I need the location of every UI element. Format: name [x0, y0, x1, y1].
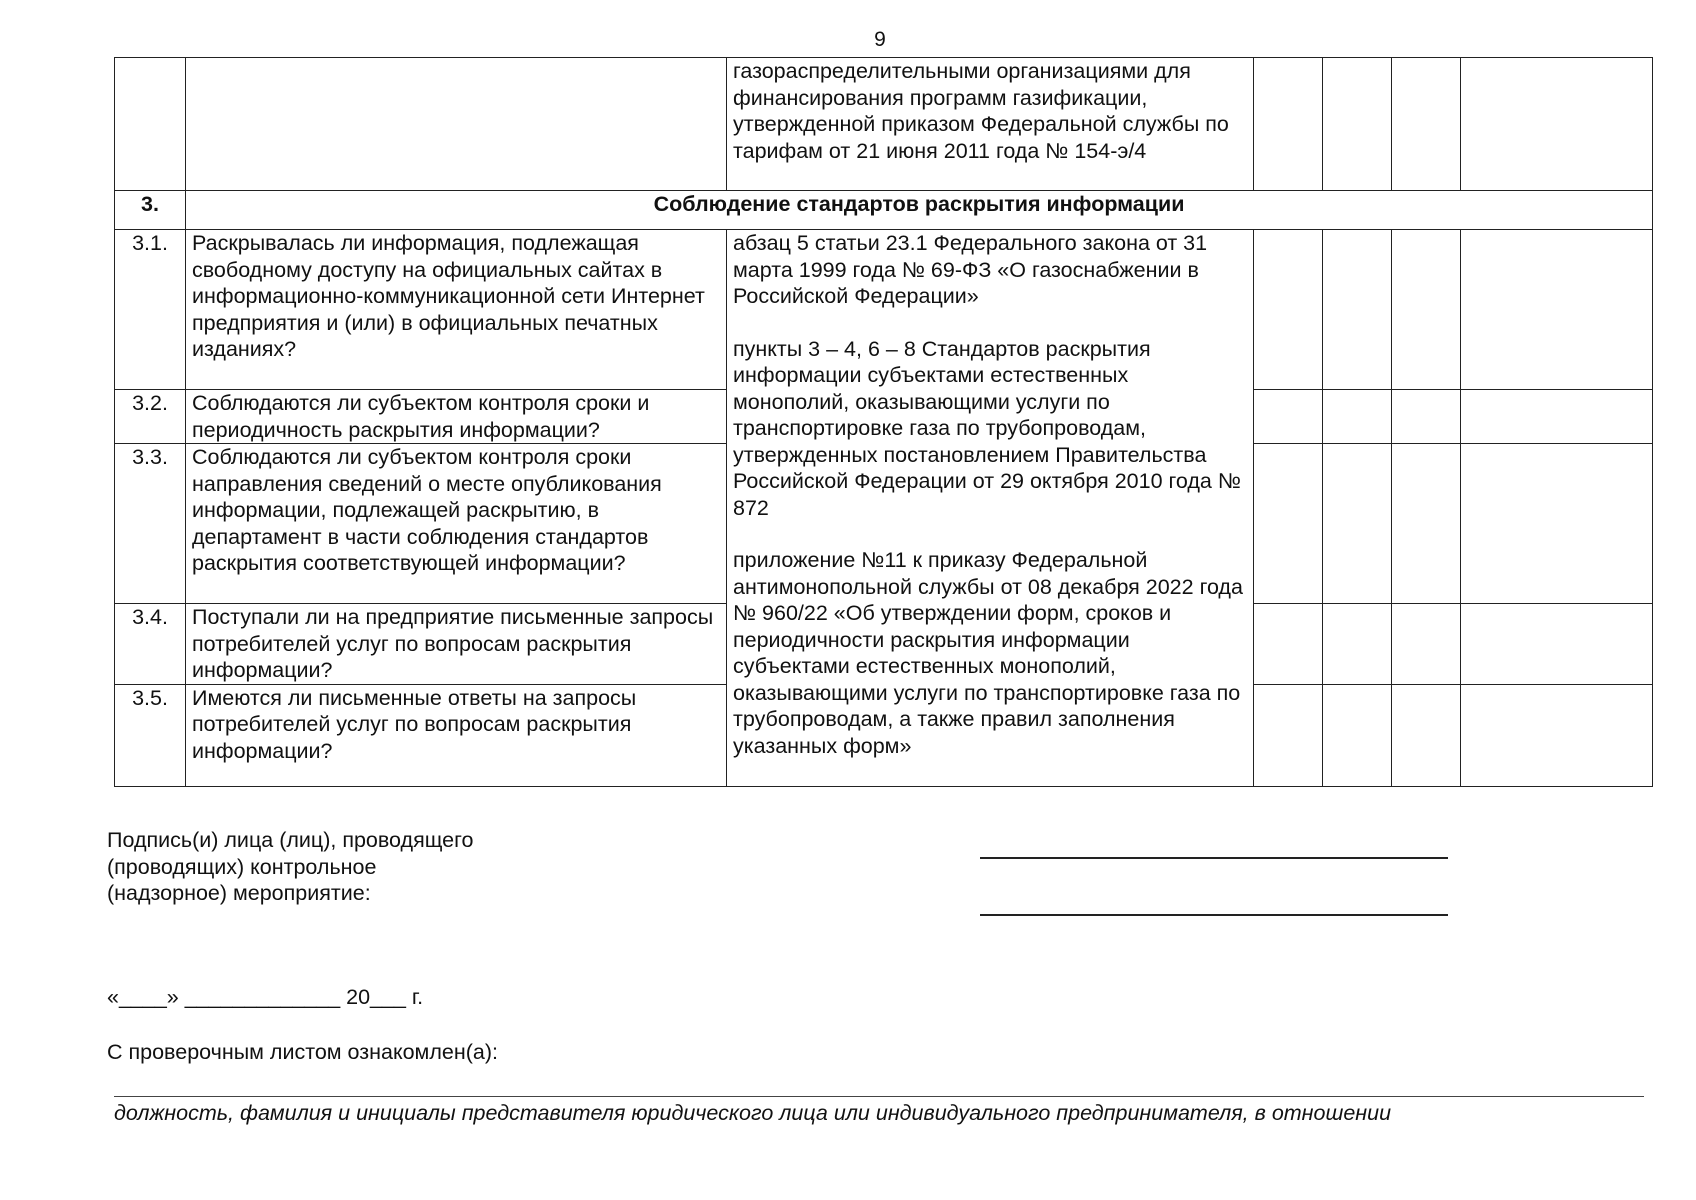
- legal-basis-paragraph: пункты 3 – 4, 6 – 8 Стандартов раскрытия информации субъектами естественных монополий, оказывающими услуги по транспортировке газа по трубопроводам, утвержденных постановлением Правительства Российской Федерации от 29 октября 2010 года № 872: [733, 336, 1241, 520]
- cell-note[interactable]: [1461, 684, 1653, 786]
- signature-line[interactable]: [980, 914, 1448, 916]
- item-question: Поступали ли на предприятие письменные запросы потребителей услуг по вопросам раскрытия информации?: [186, 604, 727, 685]
- table-row-section: [115, 191, 1653, 230]
- cell-answer-yes[interactable]: [1254, 444, 1323, 604]
- cell-answer-yes[interactable]: [1254, 230, 1323, 390]
- cell-answer-yes[interactable]: [1254, 684, 1323, 786]
- cell-note[interactable]: [1461, 58, 1653, 191]
- acquaintance-line[interactable]: [114, 1096, 1644, 1097]
- legal-basis-merged-cell: [727, 230, 1254, 787]
- cell-number: [115, 58, 186, 191]
- cell-note[interactable]: [1461, 444, 1653, 604]
- cell-answer-yes[interactable]: [1254, 390, 1323, 444]
- cell-answer-na[interactable]: [1392, 58, 1461, 191]
- cell-answer-yes[interactable]: [1254, 58, 1323, 191]
- acquaintance-caption: должность, фамилия и инициалы представителя юридического лица или индивидуального предпринимателя, в отношении: [114, 1101, 1392, 1125]
- item-number: 3.4.: [115, 604, 186, 685]
- signature-line[interactable]: [980, 857, 1448, 859]
- cell-answer-no[interactable]: [1323, 230, 1392, 390]
- item-number: 3.5.: [115, 684, 186, 786]
- cell-note[interactable]: [1461, 604, 1653, 685]
- acquaintance-label: С проверочным листом ознакомлен(а):: [107, 1040, 498, 1064]
- date-line: «____» _____________ 20___ г.: [107, 985, 424, 1009]
- item-question: Соблюдаются ли субъектом контроля сроки и периодичность раскрытия информации?: [186, 390, 727, 444]
- signature-label: Подпись(и) лица (лиц), проводящего (проводящих) контрольное (надзорное) мероприятие:: [107, 828, 474, 905]
- cell-answer-na[interactable]: [1392, 684, 1461, 786]
- cell-answer-no[interactable]: [1323, 58, 1392, 191]
- cell-answer-na[interactable]: [1392, 390, 1461, 444]
- legal-basis-paragraph: приложение №11 к приказу Федеральной антимонопольной службы от 08 декабря 2022 года № 960/22 «Об утверждении форм, сроков и периодичности раскрытия информации субъектами естественных монополий, оказывающими услуги по транспортировке газа по трубопроводам, а также правил заполнения указанных форм»: [733, 548, 1243, 758]
- page-number: 9: [874, 28, 886, 51]
- cell-note[interactable]: [1461, 390, 1653, 444]
- table-row-continuation: [115, 58, 1653, 191]
- cell-question: [186, 58, 727, 191]
- table-row: [115, 230, 1653, 390]
- legal-basis-paragraph: абзац 5 статьи 23.1 Федерального закона от 31 марта 1999 года № 69-ФЗ «О газоснабжении в Российской Федерации»: [733, 231, 1208, 308]
- item-number: 3.3.: [115, 444, 186, 604]
- cell-answer-na[interactable]: [1392, 444, 1461, 604]
- cell-answer-yes[interactable]: [1254, 604, 1323, 685]
- checklist-table: [114, 57, 1653, 787]
- cell-legal-basis: газораспределительными организациями для финансирования программ газификации, утвержденной приказом Федеральной службы по тарифам от 21 июня 2011 года № 154-э/4: [727, 58, 1254, 191]
- cell-answer-no[interactable]: [1323, 390, 1392, 444]
- cell-note[interactable]: [1461, 230, 1653, 390]
- item-number: 3.2.: [115, 390, 186, 444]
- cell-answer-no[interactable]: [1323, 684, 1392, 786]
- item-question: Имеются ли письменные ответы на запросы потребителей услуг по вопросам раскрытия информации?: [186, 684, 727, 786]
- section-title: Соблюдение стандартов раскрытия информации: [186, 191, 1653, 230]
- cell-answer-na[interactable]: [1392, 230, 1461, 390]
- cell-answer-na[interactable]: [1392, 604, 1461, 685]
- item-question: Соблюдаются ли субъектом контроля сроки направления сведений о месте опубликования информации, подлежащей раскрытию, в департамент в части соблюдения стандартов раскрытия соответствующей информации?: [186, 444, 727, 604]
- item-number: 3.1.: [115, 230, 186, 390]
- item-question: Раскрывалась ли информация, подлежащая свободному доступу на официальных сайтах в информационно-коммуникационной сети Интернет предприятия и (или) в официальных печатных изданиях?: [186, 230, 727, 390]
- cell-answer-no[interactable]: [1323, 444, 1392, 604]
- section-number: 3.: [115, 191, 186, 230]
- cell-answer-no[interactable]: [1323, 604, 1392, 685]
